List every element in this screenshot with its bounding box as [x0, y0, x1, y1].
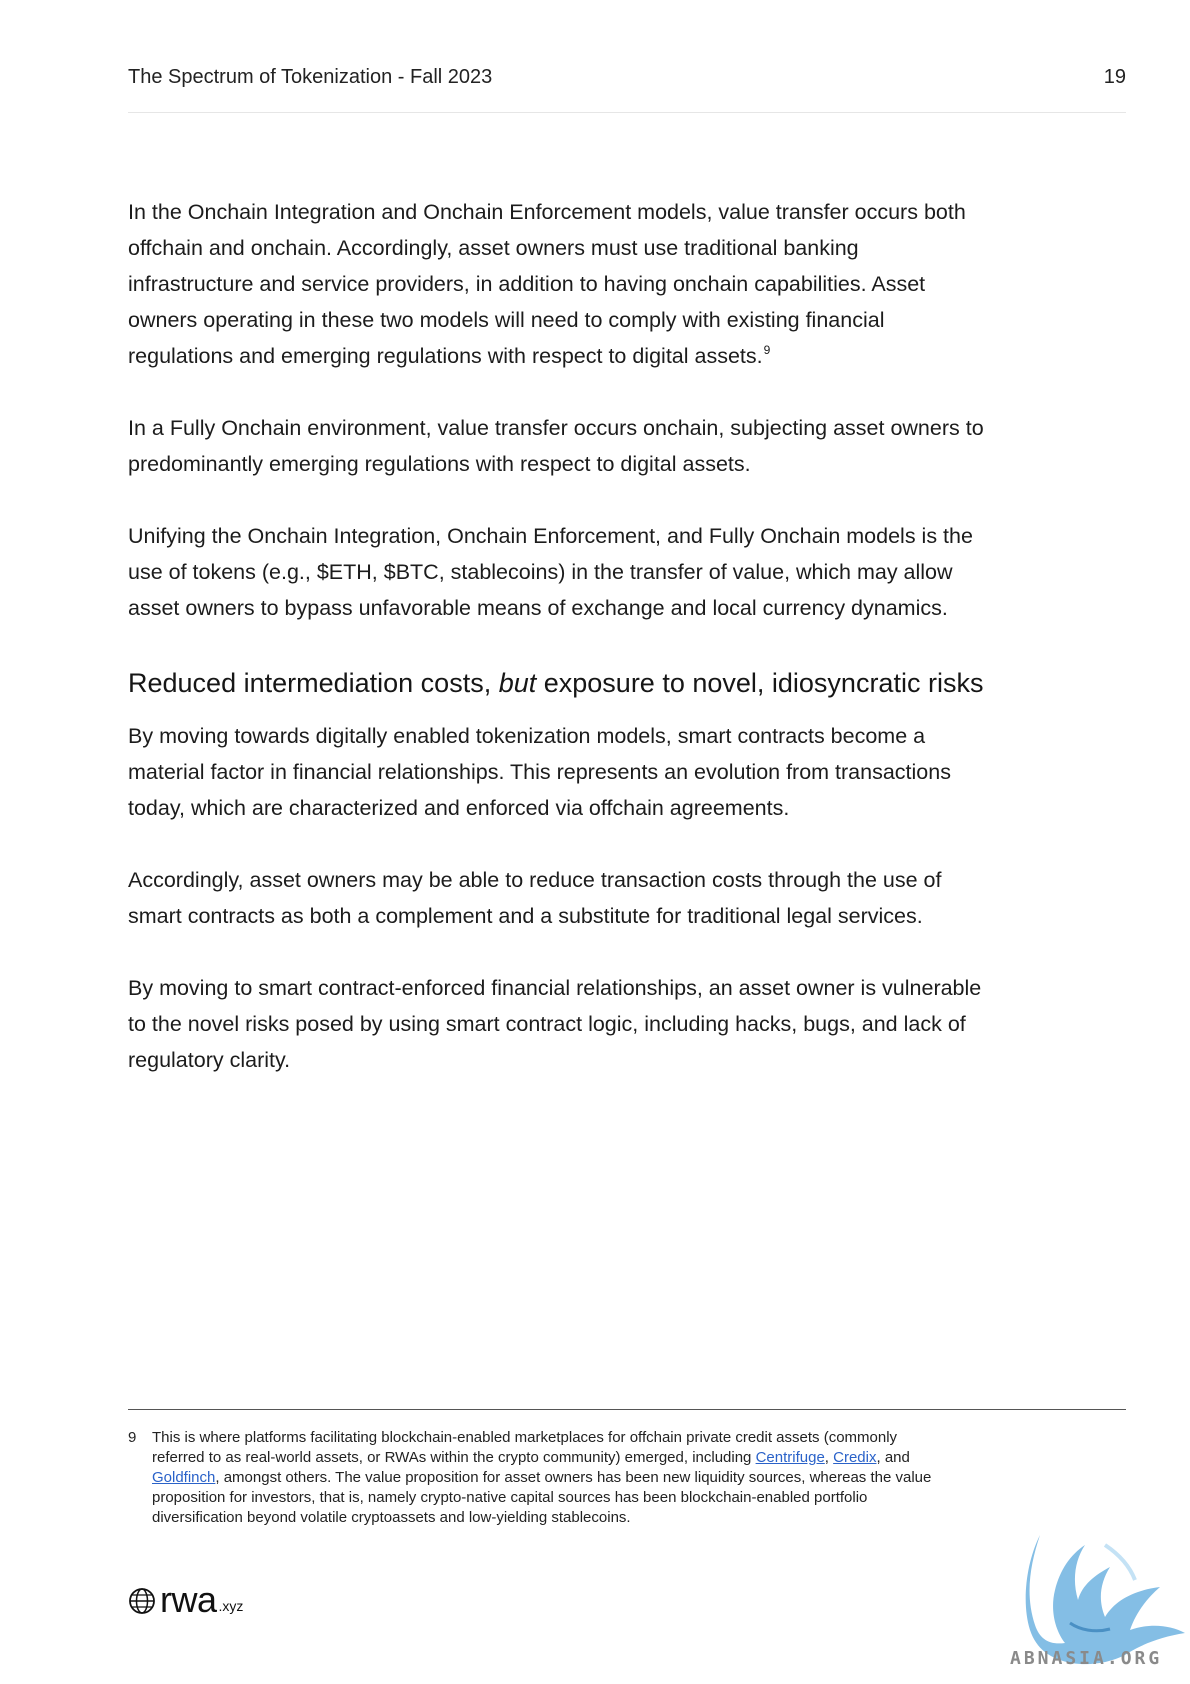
footnote-divider	[128, 1409, 1126, 1410]
footnote-separator: , and	[876, 1449, 910, 1466]
footnote	[128, 1428, 948, 1528]
globe-icon	[128, 1587, 156, 1615]
paragraph-value-transfer	[128, 194, 988, 374]
watermark-text: ABNASIA.ORG	[1010, 1648, 1163, 1669]
logo-wordmark: rwa	[160, 1579, 217, 1620]
page-header	[128, 62, 1126, 113]
footnote-reference[interactable]: 9	[763, 343, 771, 357]
document-title: The Spectrum of Tokenization - Fall 2023	[128, 66, 493, 88]
paragraph-text: In the Onchain Integration and Onchain Enforcement models, value transfer occurs both offchain and onchain. Accordingly, asset owners must use traditional banking infrastructure and service providers, in addition to having onchain capabilities. Asset owners operating in these two models will need to comply with existing financial regulations and emerging regulations with respect to digital assets.	[128, 200, 966, 368]
page-number: 19	[1103, 66, 1126, 88]
heading-part: Reduced intermediation costs,	[128, 668, 499, 698]
footnote-number: 9	[128, 1429, 137, 1446]
logo-suffix: .xyz	[218, 1598, 244, 1614]
heading-emphasis: but	[498, 668, 537, 698]
rwa-logo	[128, 1579, 244, 1620]
footnote-text	[152, 1428, 948, 1528]
link-credix[interactable]: Credix	[833, 1449, 877, 1466]
footnote-text-part: , amongst others. The value proposition for asset owners has been new liquidity sources, whereas the value proposition for investors, that is, namely crypto-native capital sources has been blockchain-enabled portfolio diversification beyond volatile cryptoassets and low-yielding stablecoins.	[152, 1469, 932, 1526]
footnote-separator: ,	[824, 1449, 834, 1466]
heading-part: exposure to novel, idiosyncratic risks	[536, 668, 984, 698]
paragraph-smart-contracts: By moving towards digitally enabled tokenization models, smart contracts become a material factor in financial relationships. This represents an evolution from transactions today, which are characterized and enforced via offchain agreements.	[128, 724, 951, 820]
paragraph-transaction-costs: Accordingly, asset owners may be able to reduce transaction costs through the use of smart contracts as both a complement and a substitute for traditional legal services.	[128, 868, 942, 928]
paragraph-fully-onchain: In a Fully Onchain environment, value transfer occurs onchain, subjecting asset owners to predominantly emerging regulations with respect to digital assets.	[128, 416, 984, 476]
link-centrifuge[interactable]: Centrifuge	[755, 1449, 825, 1466]
paragraph-unifying: Unifying the Onchain Integration, Onchain Enforcement, and Fully Onchain models is the use of tokens (e.g., $ETH, $BTC, stablecoins) in the transfer of value, which may allow asset owners to bypass unfavorable means of exchange and local currency dynamics.	[128, 524, 973, 620]
paragraph-novel-risks: By moving to smart contract-enforced financial relationships, an asset owner is vulnerable to the novel risks posed by using smart contract logic, including hacks, bugs, and lack of regulatory clarity.	[128, 976, 982, 1072]
footnote-text-part: This is where platforms facilitating blockchain-enabled marketplaces for offchain private credit assets (commonly referred to as real-world assets, or RWAs within the crypto community) emerged, including	[152, 1429, 898, 1466]
main-content	[128, 194, 988, 1114]
section-heading	[128, 662, 988, 704]
link-goldfinch[interactable]: Goldfinch	[152, 1469, 216, 1486]
